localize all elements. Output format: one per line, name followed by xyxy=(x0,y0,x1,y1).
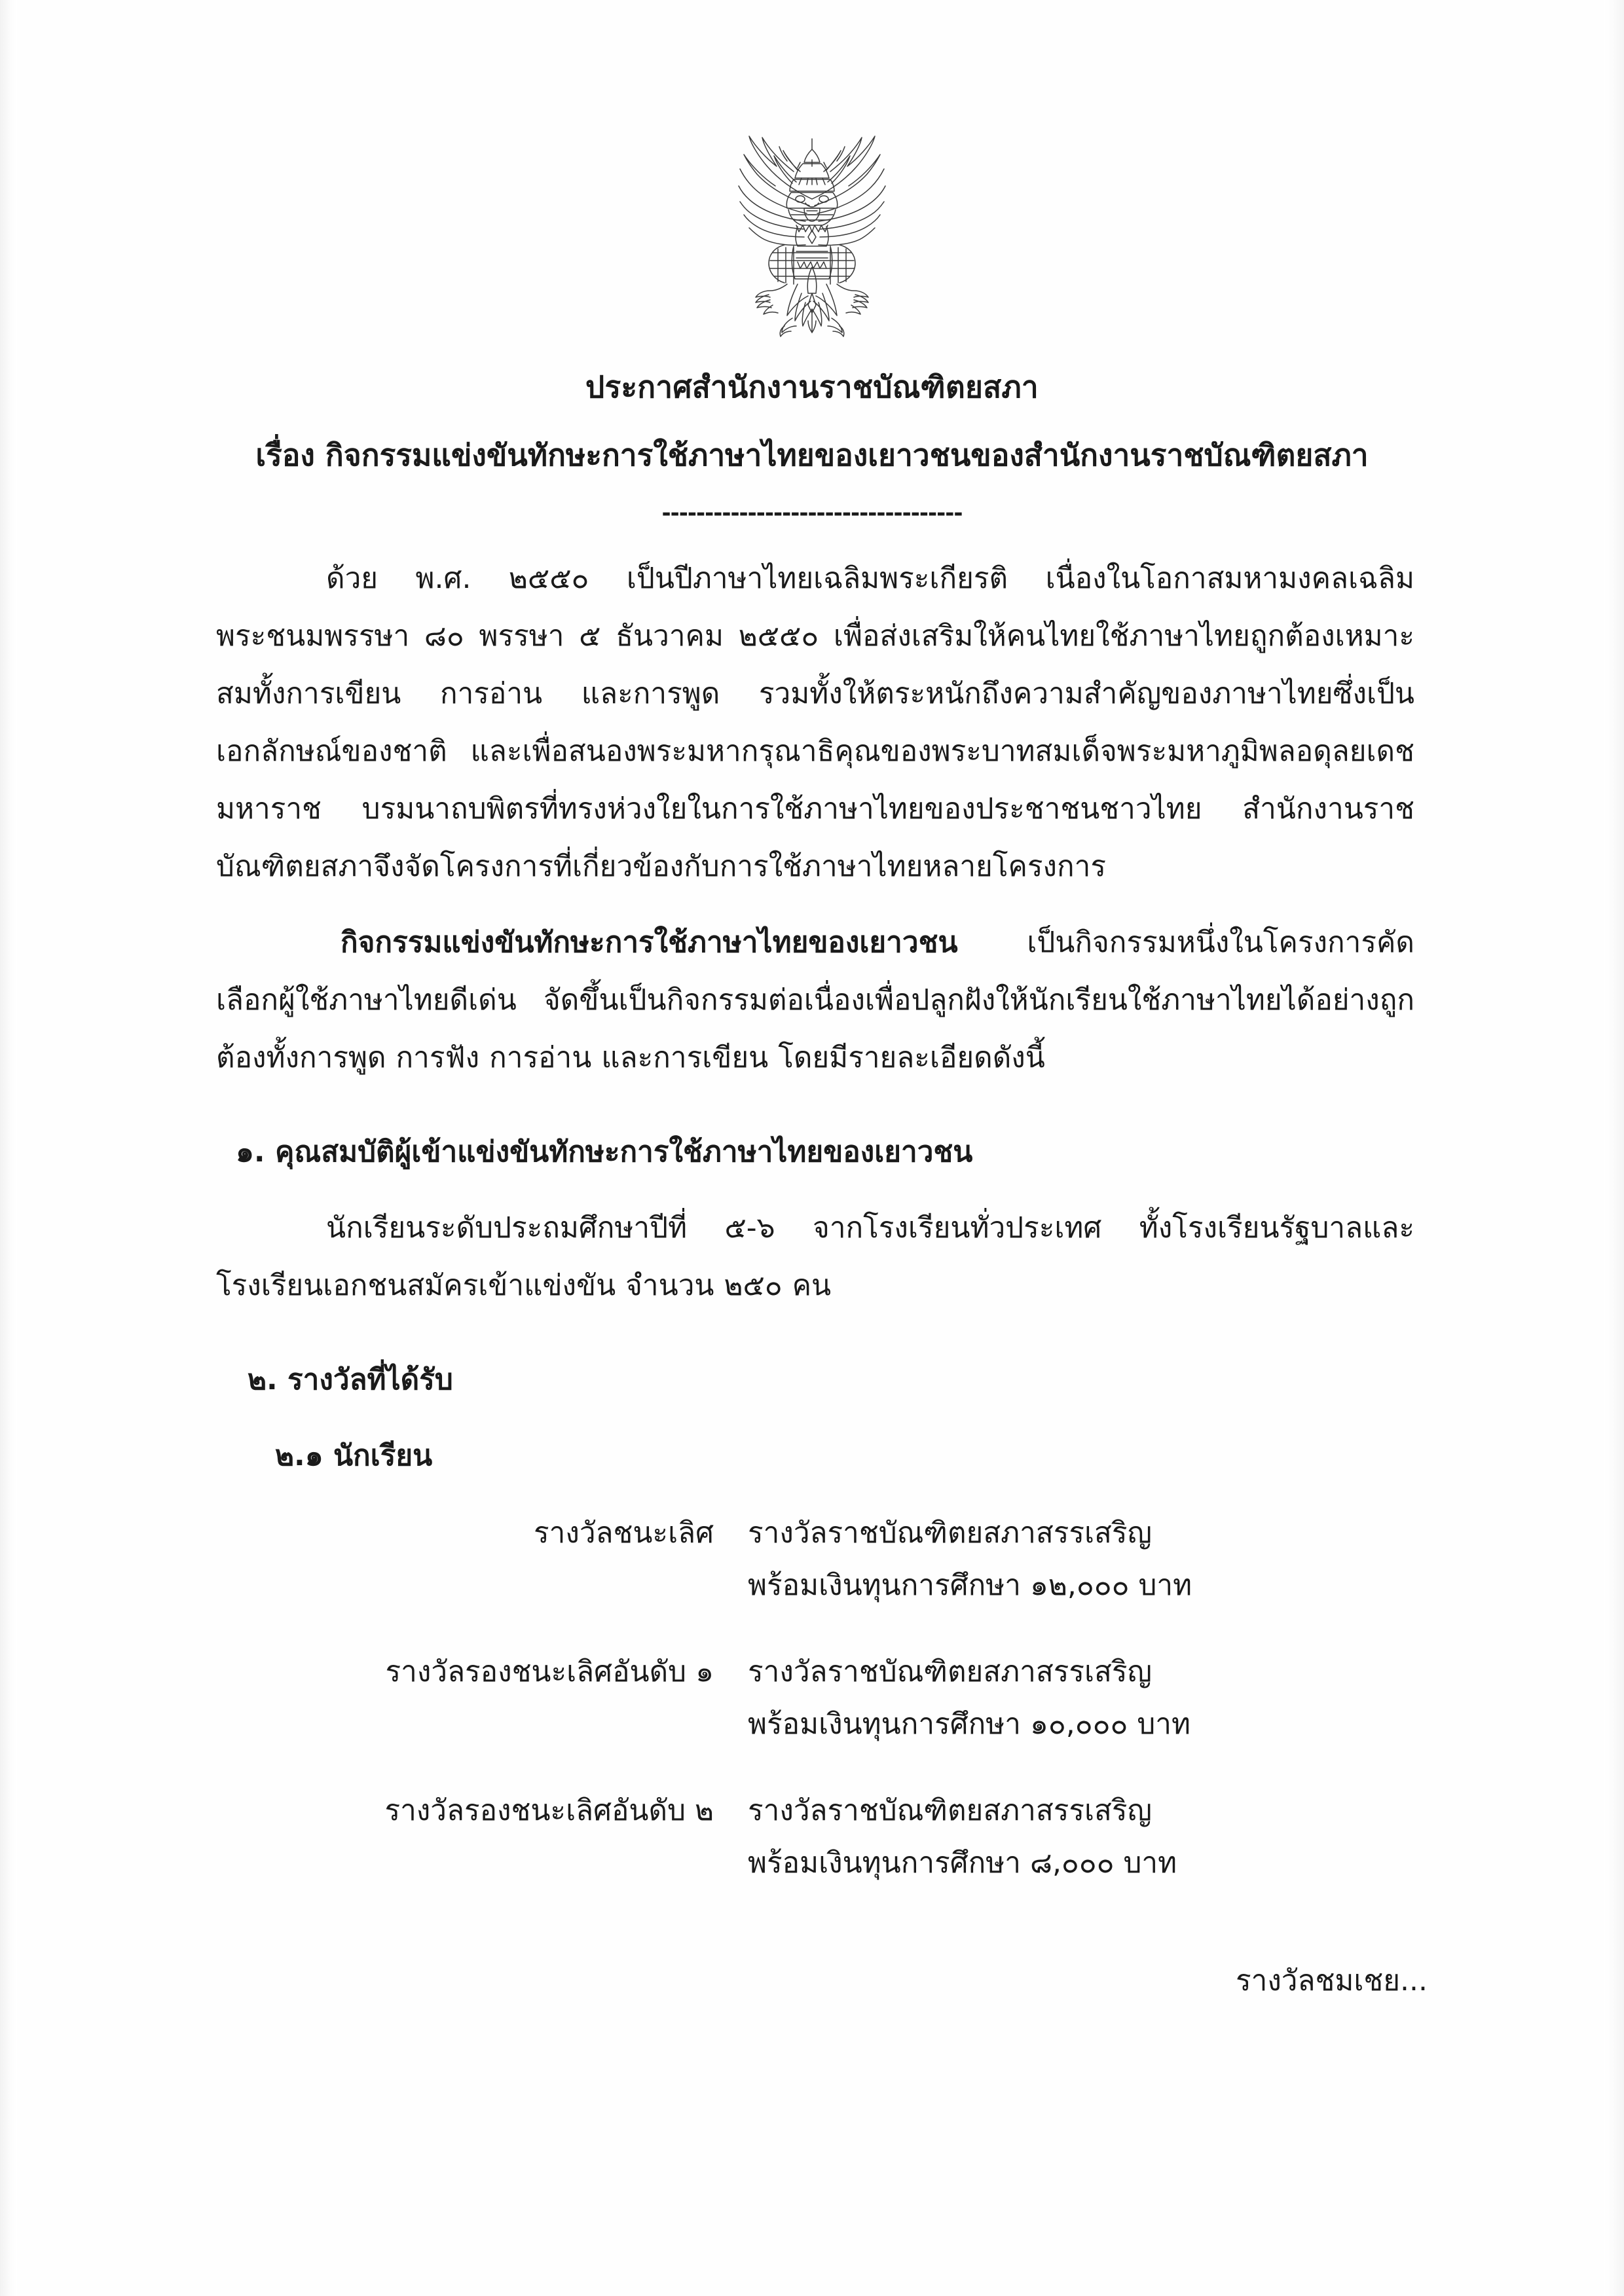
prize-award-2: รางวัลราชบัณฑิตยสภาสรรเสริญ xyxy=(748,1655,1153,1688)
footer xyxy=(0,1964,1428,1999)
prize-scholarship-3: พร้อมเงินทุนการศึกษา ๘,๐๐๐ บาท xyxy=(748,1846,1177,1880)
scan-edge-left xyxy=(0,0,17,2296)
spacer xyxy=(216,1181,1414,1199)
prize-value-1 xyxy=(748,1507,1264,1646)
table-row xyxy=(216,1646,1264,1785)
spacer xyxy=(216,1409,1414,1427)
section-2-1-heading: ๒.๑ นักเรียน xyxy=(275,1439,433,1472)
prize-label-2: รางวัลรองชนะเลิศอันดับ ๑ xyxy=(385,1655,714,1688)
spacer xyxy=(216,1087,1414,1123)
section-1-body xyxy=(216,1199,1414,1315)
prize-award-3: รางวัลราชบัณฑิตยสภาสรรเสริญ xyxy=(748,1794,1153,1827)
prize-value-3 xyxy=(748,1785,1264,1923)
spacer xyxy=(216,1315,1414,1351)
title-separator-rule: ----------------------------------- xyxy=(661,500,963,527)
activity-paragraph xyxy=(216,914,1414,1087)
section-1-body-text: นักเรียนระดับประถมศึกษาปีที่ ๕-๖ จากโรงเรียนทั่วประเทศ ทั้งโรงเรียนรัฐบาลและโรงเรียนเอกชนสมัครเข้าแข่งขัน จำนวน ๒๕๐ คน xyxy=(216,1211,1414,1302)
document-subject: เรื่อง กิจกรรมแข่งขันทักษะการใช้ภาษาไทยของเยาวชนของสำนักงานราชบัณฑิตยสภา xyxy=(255,437,1369,473)
prize-scholarship-1: พร้อมเงินทุนการศึกษา ๑๒,๐๐๐ บาท xyxy=(748,1569,1192,1602)
document-header xyxy=(0,367,1624,528)
prize-scholarship-2: พร้อมเงินทุนการศึกษา ๑๐,๐๐๐ บาท xyxy=(748,1707,1190,1741)
spacer xyxy=(216,896,1414,914)
prize-value-2 xyxy=(748,1646,1264,1785)
activity-name-bold: กิจกรรมแข่งขันทักษะการใช้ภาษาไทยของเยาวชน xyxy=(341,926,958,959)
prize-table xyxy=(216,1507,1264,1923)
table-row xyxy=(216,1785,1264,1923)
emblem-container xyxy=(0,122,1624,344)
section-2-heading: ๒. รางวัลที่ได้รับ xyxy=(248,1363,453,1396)
activity-paragraph-text: เป็นกิจกรรมหนึ่งในโครงการคัดเลือกผู้ใช้ภาษาไทยดีเด่น จัดขึ้นเป็นกิจกรรมต่อเนื่องเพื่อปลูกฝังให้นักเรียนใช้ภาษาไทยได้อย่างถูกต้องทั้งการพูด การฟัง การอ่าน และการเขียน โดยมีรายละเอียดดังนี้ xyxy=(216,926,1414,1074)
section-1-heading: ๑. คุณสมบัติผู้เข้าแข่งขันทักษะการใช้ภาษาไทยของเยาวชน xyxy=(236,1135,973,1169)
intro-paragraph xyxy=(216,550,1414,896)
prize-label-3: รางวัลรองชนะเลิศอันดับ ๒ xyxy=(384,1794,714,1827)
document-body xyxy=(216,550,1414,1923)
table-row xyxy=(216,1507,1264,1646)
intro-paragraph-text: ด้วย พ.ศ. ๒๕๕๐ เป็นปีภาษาไทยเฉลิมพระเกียรติ เนื่องในโอกาสมหามงคลเฉลิมพระชนมพรรษา ๘๐ พรรษา ๕ ธันวาคม ๒๕๕๐ เพื่อส่งเสริมให้คนไทยใช้ภาษาไทยถูกต้องเหมาะสมทั้งการเขียน การอ่าน และการพูด รวมทั้งให้ตระหนักถึงความสำคัญของภาษาไทยซึ่งเป็นเอกลักษณ์ของชาติ และเพื่อสนองพระมหากรุณาธิคุณของพระบาทสมเด็จพระมหาภูมิพลอดุลยเดชมหาราช บรมนาถบพิตรที่ทรงห่วงใยในการใช้ภาษาไทยของประชาชนชาวไทย สำนักงานราชบัณฑิตยสภาจึงจัดโครงการที่เกี่ยวข้องกับการใช้ภาษาไทยหลายโครงการ xyxy=(216,562,1414,883)
scan-edge-right xyxy=(1604,0,1624,2296)
page-title: ประกาศสำนักงานราชบัณฑิตยสภา xyxy=(585,369,1039,405)
continuation-note: รางวัลชมเชย... xyxy=(1235,1964,1428,1997)
prize-award-1: รางวัลราชบัณฑิตยสภาสรรเสริญ xyxy=(748,1516,1153,1550)
garuda-emblem xyxy=(701,122,923,344)
prize-label-1: รางวัลชนะเลิศ xyxy=(534,1516,714,1550)
